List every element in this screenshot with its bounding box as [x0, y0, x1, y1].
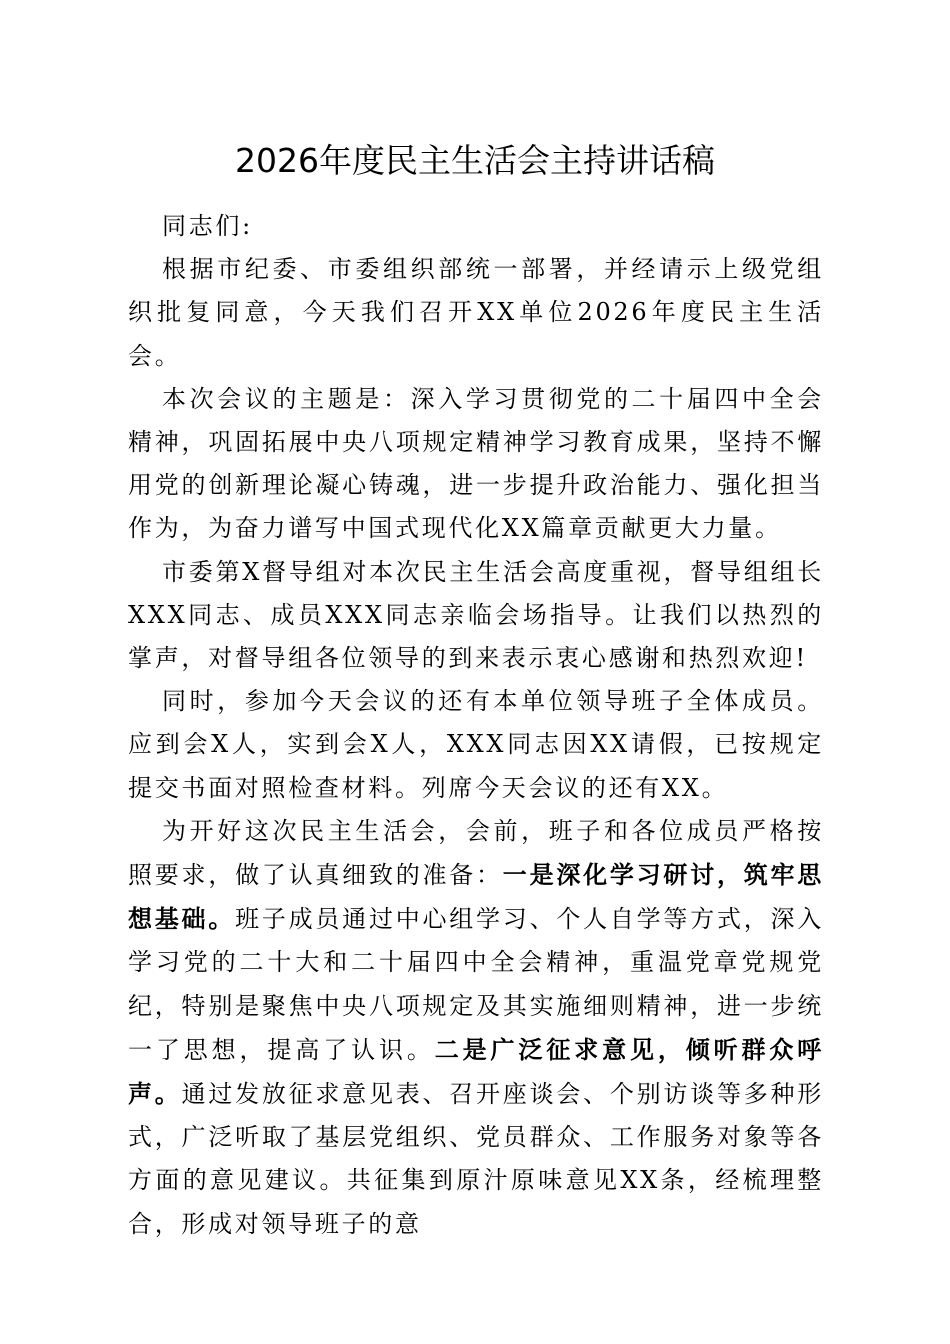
- paragraph-text: 班子成员通过中心组学习、个人自学等方式，深入学习党的二十大和二十届四中全会精神，重温党章党规党纪，特别是聚焦中央八项规定及其实施细则精神，进一步统一了思想，提高了认识。: [128, 905, 824, 1064]
- paragraph-text: 同时，参加今天会议的还有本单位领导班子全体成员。应到会X人，实到会X人，XXX同志因XX请假，已按规定提交书面对照检查材料。列席今天会议的还有XX。: [128, 687, 824, 802]
- salutation-text: 同志们:: [162, 212, 253, 240]
- theme-paragraph: [128, 378, 824, 551]
- document-body: [128, 205, 824, 1246]
- paragraph-text: 通过发放征求意见表、召开座谈会、个别访谈等多种形式，广泛听取了基层党组织、党员群众、工作服务对象等各方面的意见建议。共征集到原汁原味意见XX条，经梳理整合，形成对领导班子的意: [128, 1080, 824, 1238]
- supervision-paragraph: [128, 551, 824, 681]
- bold-heading-1: 一是深化学习研讨，筑牢思想基础。: [128, 860, 824, 934]
- bold-heading-2: 二是广泛征求意见，倾听群众呼声。: [128, 1034, 824, 1109]
- paragraph-text: 本次会议的主题是：深入学习贯彻党的二十届四中全会精神，巩固拓展中央八项规定精神学习教育成果，坚持不懈用党的创新理论凝心铸魂，进一步提升政治能力、强化担当作为，为奋力谱写中国式现代化XX篇章贡献更大力量。: [128, 384, 824, 543]
- paragraph-text: 市委第X督导组对本次民主生活会高度重视，督导组组长XXX同志、成员XXX同志亲临会场指导。让我们以热烈的掌声，对督导组各位领导的到来表示衷心感谢和热烈欢迎!: [128, 557, 824, 673]
- paragraph-text: 为开好这次民主生活会，会前，班子和各位成员严格按照要求，做了认真细致的准备：: [128, 816, 824, 890]
- intro-paragraph: [128, 248, 824, 378]
- salutation-paragraph: [128, 205, 824, 248]
- paragraph-text: 根据市纪委、市委组织部统一部署，并经请示上级党组织批复同意，今天我们召开XX单位2026年度民主生活会。: [128, 255, 824, 370]
- attendance-paragraph: [128, 680, 824, 810]
- preparation-paragraph: [128, 810, 824, 1246]
- document-title: 2026年度民主生活会主持讲话稿: [235, 141, 715, 180]
